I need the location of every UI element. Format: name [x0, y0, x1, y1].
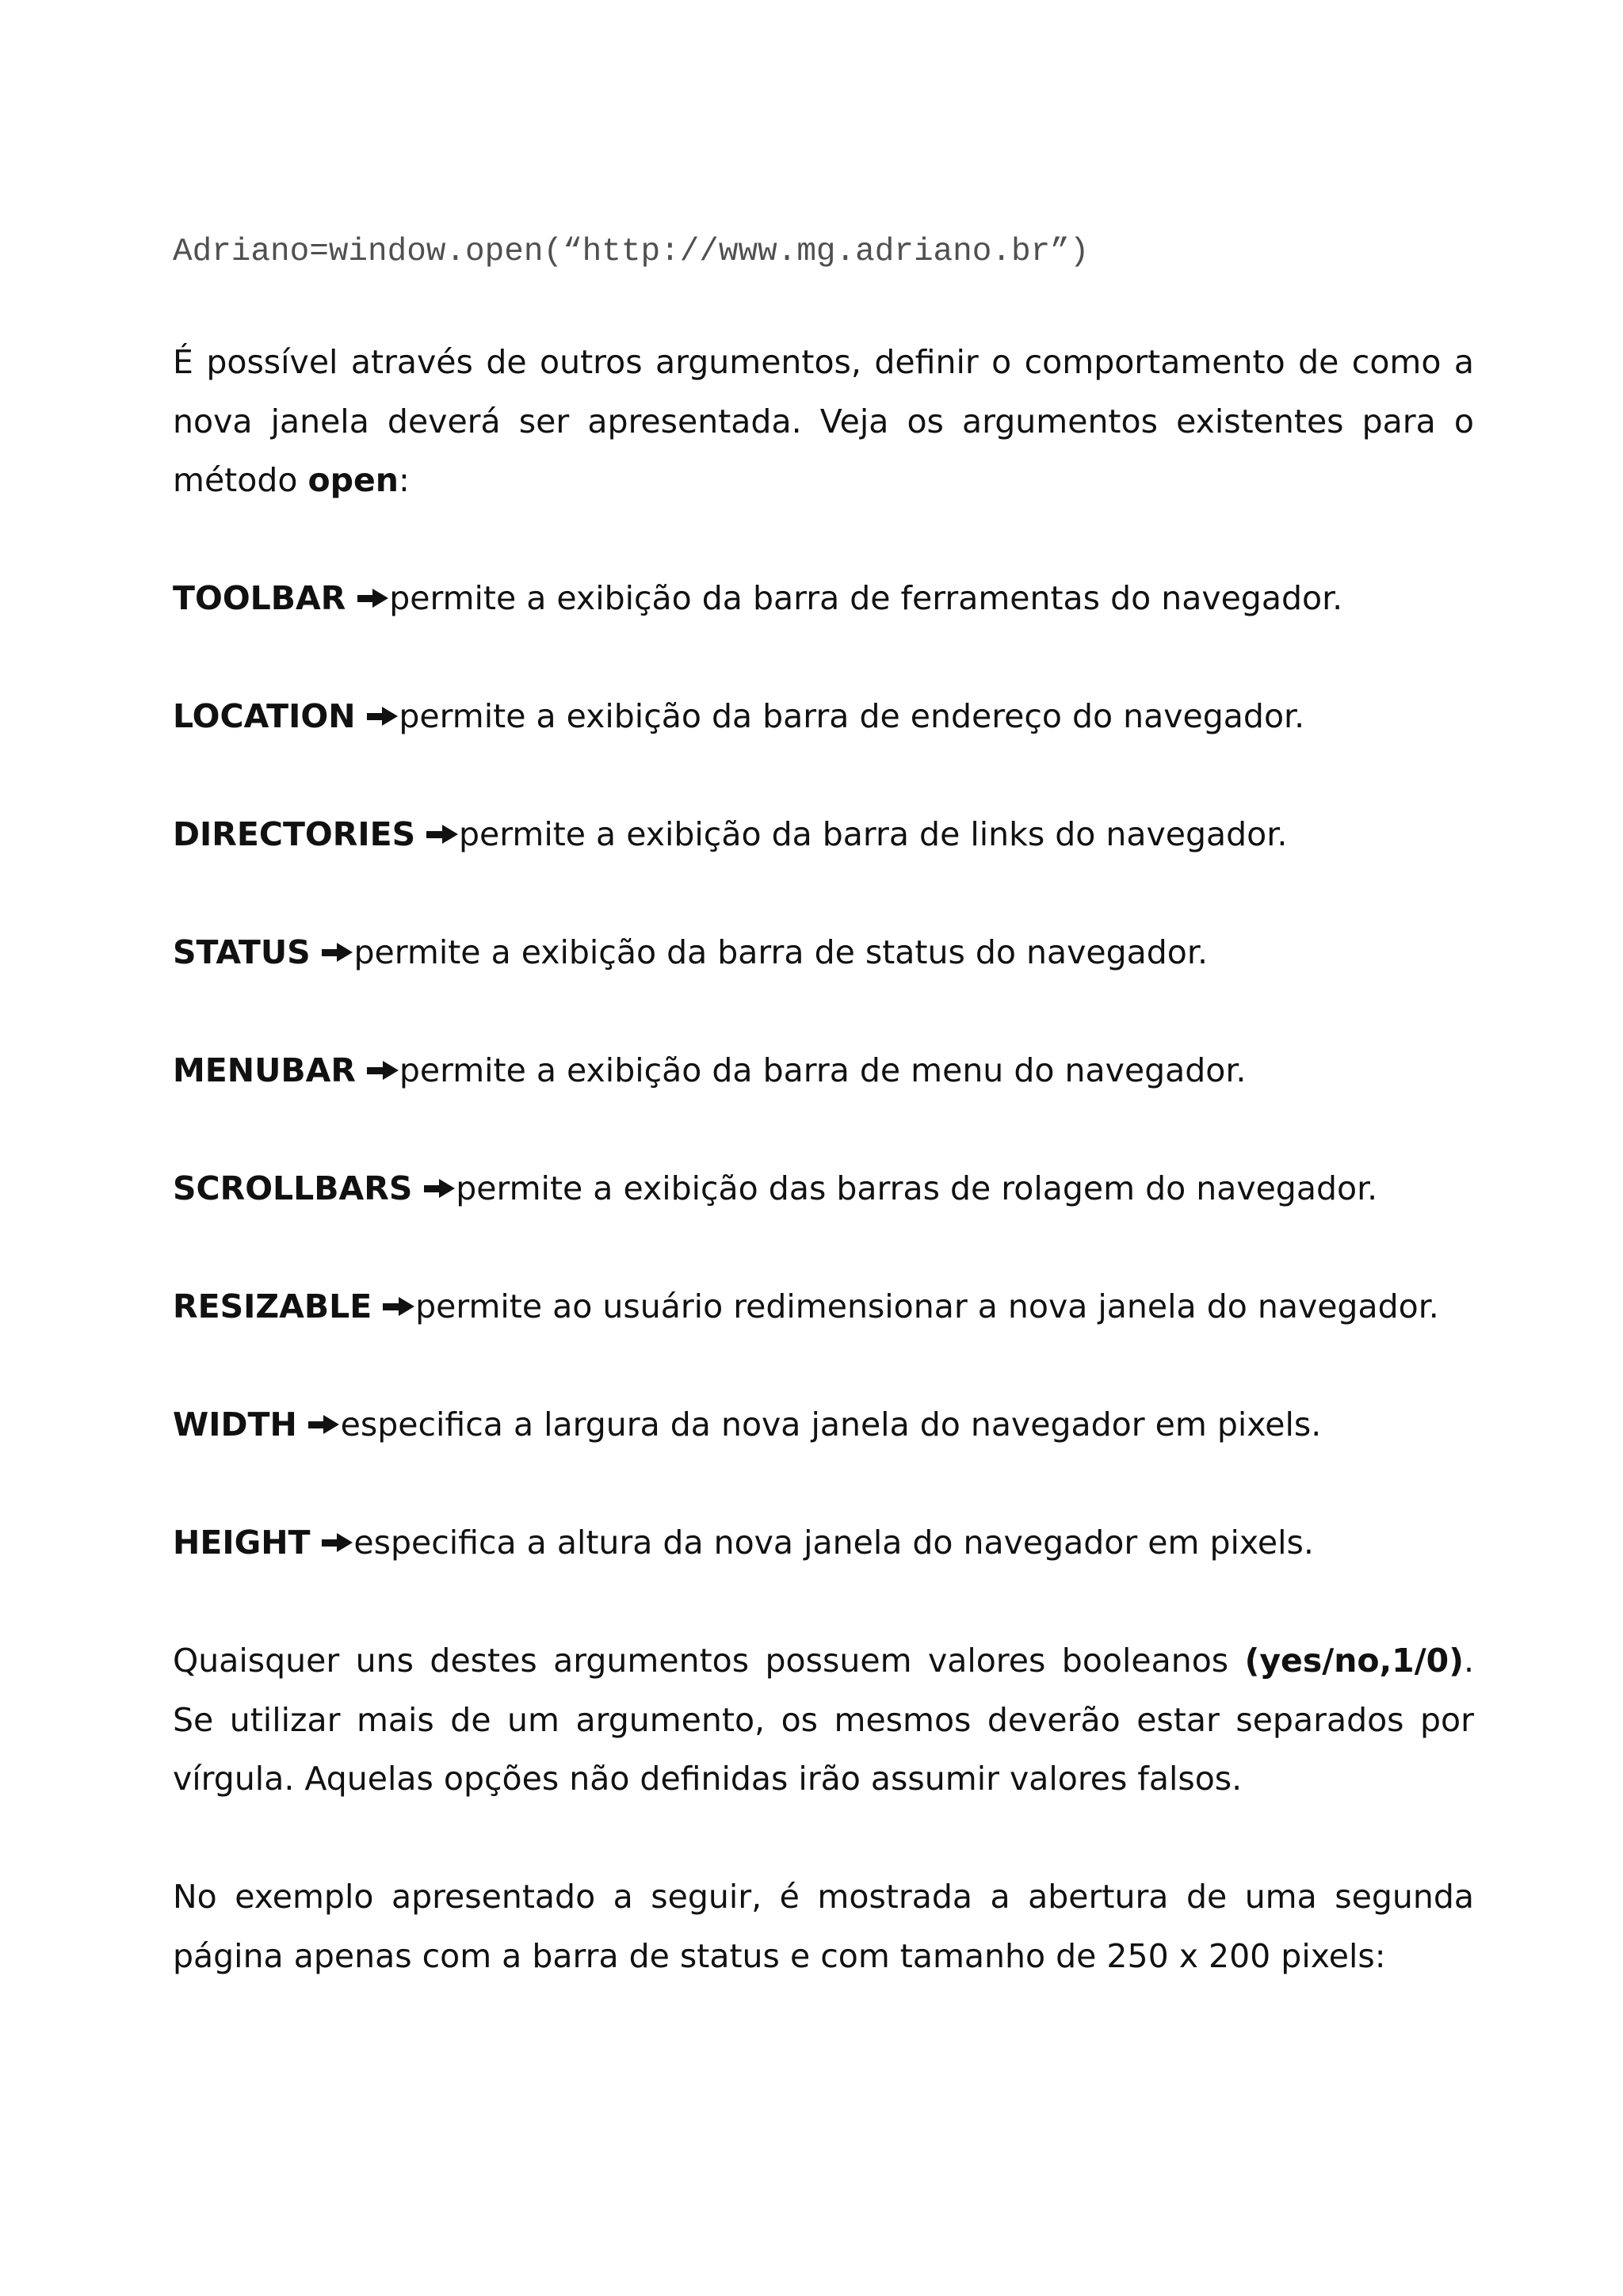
argument-description: especifica a altura da nova janela do navegador em pixels. [353, 1524, 1314, 1562]
argument-name: STATUS [173, 933, 311, 971]
argument-name: SCROLLBARS [173, 1169, 413, 1207]
argument-description: permite a exibição da barra de status do navegador. [353, 933, 1208, 971]
argument-name: LOCATION [173, 697, 356, 735]
paragraph-text: método [173, 461, 308, 499]
paragraph-line: página apenas com a barra de status e com tamanho de 250 x 200 pixels: [173, 1936, 1386, 1975]
argument-name: MENUBAR [173, 1051, 356, 1089]
paragraph-text: . [1463, 1642, 1474, 1680]
arrow-right-icon [321, 1531, 354, 1554]
booleans-paragraph [173, 1631, 1474, 1809]
argument-item-directories [173, 805, 1474, 864]
paragraph-line: nova janela deverá ser apresentada. Veja os argumentos existentes para o [173, 402, 1474, 441]
argument-description: permite ao usuário redimensionar a nova janela do navegador. [415, 1287, 1439, 1325]
argument-description: permite a exibição da barra de links do navegador. [459, 815, 1288, 853]
paragraph-text: Quaisquer uns destes argumentos possuem valores booleanos [173, 1642, 1245, 1680]
argument-name: TOOLBAR [173, 579, 346, 617]
paragraph-line: vírgula. Aquelas opções não definidas irão assumir valores falsos. [173, 1760, 1243, 1798]
argument-name: WIDTH [173, 1405, 297, 1444]
arrow-right-icon [366, 705, 399, 728]
paragraph-line [173, 1631, 1474, 1691]
paragraph-line: Se utilizar mais de um argumento, os mesmos deverão estar separados por [173, 1700, 1474, 1739]
argument-description: permite a exibição das barras de rolagem do navegador. [456, 1169, 1378, 1207]
arrow-right-icon [356, 587, 389, 610]
argument-description: especifica a largura da nova janela do navegador em pixels. [340, 1405, 1322, 1444]
argument-name: HEIGHT [173, 1524, 311, 1562]
argument-item-scrollbars [173, 1159, 1474, 1219]
argument-item-menubar [173, 1041, 1474, 1100]
paragraph-line: É possível através de outros argumentos, definir o comportamento de como a [173, 343, 1474, 381]
arrow-right-icon [307, 1413, 341, 1436]
method-name: open [307, 461, 399, 499]
argument-description: permite a exibição da barra de endereço do navegador. [399, 697, 1305, 735]
argument-name: RESIZABLE [173, 1287, 372, 1325]
code-line: Adriano=window.open(“http://www.mg.adriano.br”) [173, 234, 1090, 270]
paragraph-line [173, 451, 1474, 510]
paragraph-text: : [398, 461, 410, 499]
arrow-right-icon [422, 1177, 456, 1200]
arrow-right-icon [382, 1295, 415, 1318]
arrow-right-icon [426, 823, 459, 846]
argument-description: permite a exibição da barra de ferramentas do navegador. [389, 579, 1343, 617]
argument-item-status [173, 923, 1474, 982]
argument-description: permite a exibição da barra de menu do navegador. [399, 1051, 1247, 1089]
argument-name: DIRECTORIES [173, 815, 416, 853]
boolean-values: (yes/no,1/0) [1244, 1642, 1464, 1680]
intro-paragraph [173, 333, 1474, 510]
arrow-right-icon [321, 941, 354, 964]
paragraph-line: No exemplo apresentado a seguir, é mostrada a abertura de uma segunda [173, 1878, 1474, 1916]
argument-item-resizable [173, 1277, 1474, 1337]
document-body [173, 223, 1474, 1985]
argument-item-height [173, 1513, 1474, 1573]
argument-item-location [173, 687, 1474, 746]
example-paragraph [173, 1867, 1474, 1985]
argument-item-width [173, 1395, 1474, 1455]
argument-item-toolbar [173, 569, 1474, 628]
arrow-right-icon [366, 1059, 399, 1082]
